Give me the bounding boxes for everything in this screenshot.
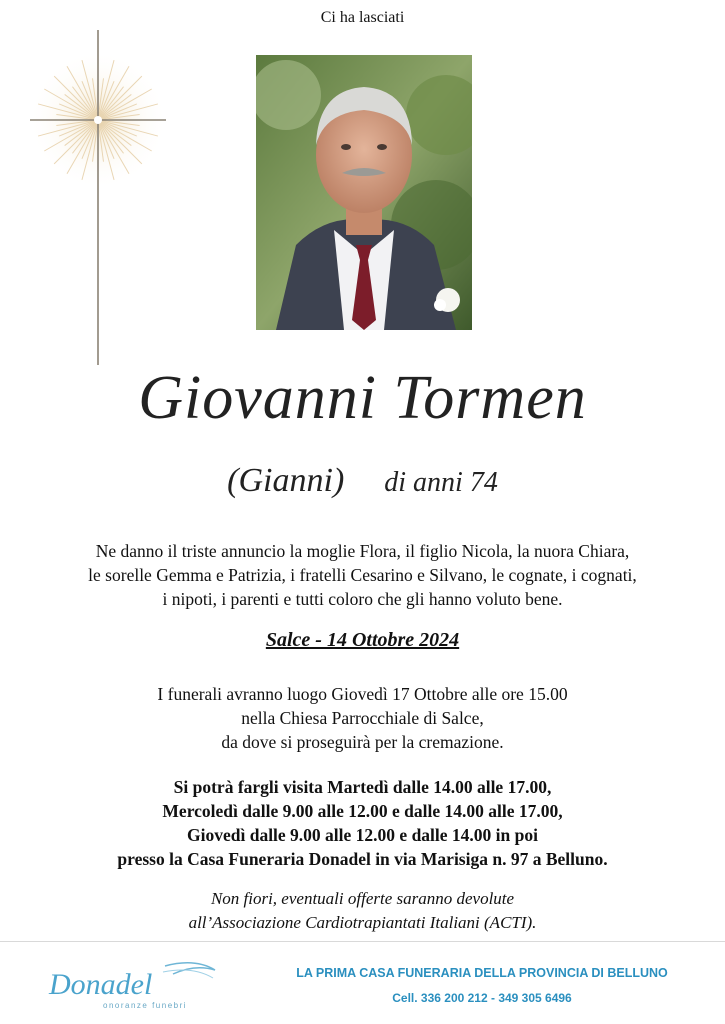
footer-phone: Cell. 336 200 212 - 349 305 6496 [392, 991, 572, 1005]
announcement-line: le sorelle Gemma e Patrizia, i fratelli Cesarino e Silvano, le cognate, i cognati, [88, 565, 637, 585]
age: di anni 74 [384, 467, 498, 498]
footer-divider [0, 941, 725, 942]
top-label: Ci ha lasciati [320, 9, 405, 26]
logo-subtitle: onoranze funebri [103, 1001, 188, 1010]
announcement-line: i nipoti, i parenti e tutti coloro che gli hanno voluto bene. [162, 589, 563, 609]
nickname-age-row [0, 462, 725, 500]
announcement-line: Ne danno il triste annuncio la moglie Flora, il figlio Nicola, la nuora Chiara, [95, 541, 630, 561]
visits-line: Giovedì dalle 9.00 alle 12.00 e dalle 14.00 in poi [187, 825, 538, 845]
visits-line: Si potrà fargli visita Martedì dalle 14.00 alle 17.00, [173, 777, 552, 797]
flowers-line: all’Associazione Cardiotrapiantati Italiani (ACTI). [188, 913, 537, 932]
radiant-cross-icon [18, 30, 178, 370]
funeral-line: da dove si proseguirà per la cremazione. [221, 732, 504, 752]
funeral-line: I funerali avranno luogo Giovedì 17 Ottobre alle ore 15.00 [157, 684, 568, 704]
deceased-name: Giovanni Tormen [138, 364, 587, 432]
funeral-details [0, 682, 725, 754]
place-date: Salce - 14 Ottobre 2024 [265, 629, 460, 651]
flowers-note [0, 887, 725, 935]
announcement-text [0, 539, 725, 611]
flowers-line: Non fiori, eventuali offerte saranno devolute [210, 889, 515, 908]
donadel-logo [45, 958, 225, 1014]
footer-tagline: LA PRIMA CASA FUNERARIA DELLA PROVINCIA DI BELLUNO [296, 966, 668, 980]
visits-line: presso la Casa Funeraria Donadel in via Marisiga n. 97 a Belluno. [117, 849, 608, 869]
nickname: (Gianni) [227, 462, 345, 499]
logo-name: Donadel [49, 968, 153, 1001]
funeral-line: nella Chiesa Parrocchiale di Salce, [241, 708, 484, 728]
visiting-hours [0, 775, 725, 871]
portrait-photo [256, 55, 472, 330]
visits-line: Mercoledì dalle 9.00 alle 12.00 e dalle 14.00 alle 17.00, [162, 801, 563, 821]
